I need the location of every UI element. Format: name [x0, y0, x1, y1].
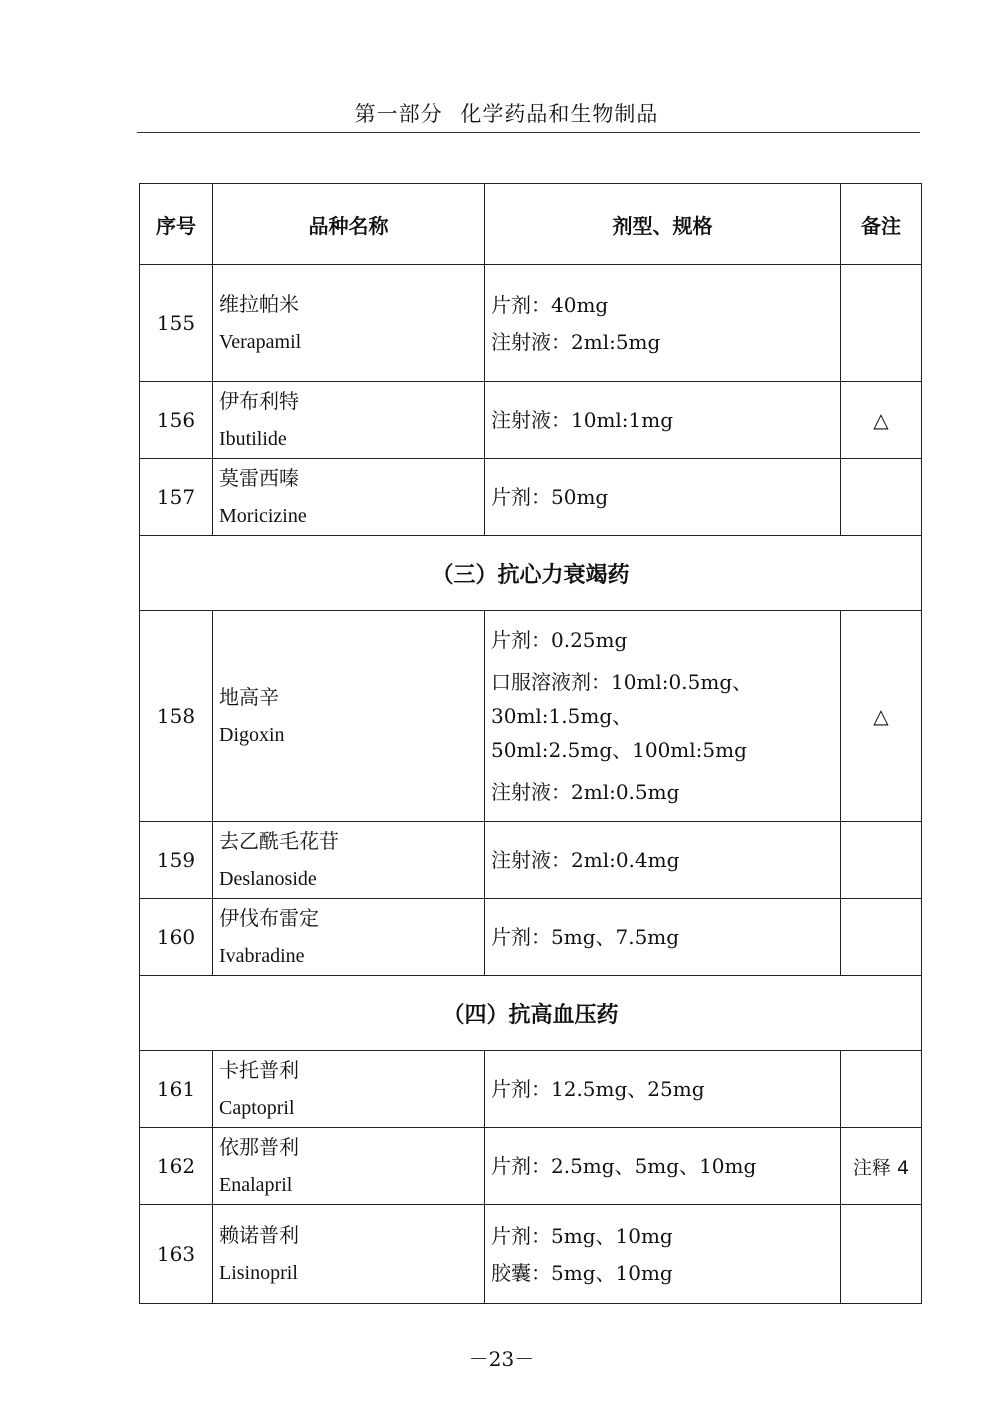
note-cell: △ — [841, 382, 922, 459]
table-row — [140, 265, 922, 382]
drug-name-en: Captopril — [219, 1097, 295, 1119]
section-heading: （四）抗高血压药 — [140, 976, 922, 1051]
spec-line: 片剂：12.5mg、25mg — [491, 1077, 705, 1101]
note-cell — [841, 899, 922, 976]
spec-line: 注射液：2ml:0.5mg — [491, 780, 680, 804]
drug-table — [139, 183, 922, 1304]
seq-cell: 163 — [140, 1205, 213, 1304]
drug-name-cn: 卡托普利 — [219, 1058, 299, 1082]
column-header-form: 剂型、规格 — [485, 184, 841, 265]
name-cell — [213, 1051, 485, 1128]
table-row — [140, 899, 922, 976]
section-row — [140, 976, 922, 1051]
column-header-name: 品种名称 — [213, 184, 485, 265]
name-cell — [213, 1128, 485, 1205]
drug-name-en: Lisinopril — [219, 1262, 298, 1284]
note-cell — [841, 265, 922, 382]
note-cell — [841, 822, 922, 899]
spec-line: 口服溶液剂：10ml:0.5mg、30ml:1.5mg、50ml:2.5mg、100ml:5mg — [491, 670, 753, 762]
spec-line: 片剂：2.5mg、5mg、10mg — [491, 1154, 757, 1178]
spec-line: 片剂：0.25mg — [491, 628, 628, 652]
seq-cell: 162 — [140, 1128, 213, 1205]
seq-cell: 157 — [140, 459, 213, 536]
table-row — [140, 1051, 922, 1128]
drug-name-cn: 赖诺普利 — [219, 1223, 299, 1247]
name-cell — [213, 611, 485, 822]
spec-line: 片剂：40mg — [491, 292, 609, 317]
seq-cell: 160 — [140, 899, 213, 976]
note-cell: 注释 4 — [841, 1128, 922, 1205]
drug-name-cn: 去乙酰毛花苷 — [219, 829, 339, 853]
seq-cell: 155 — [140, 265, 213, 382]
note-cell — [841, 1051, 922, 1128]
section-row — [140, 536, 922, 611]
form-cell — [485, 1051, 841, 1128]
header-rule — [137, 132, 920, 133]
form-cell — [485, 459, 841, 536]
name-cell — [213, 899, 485, 976]
table-row — [140, 1205, 922, 1304]
form-cell — [485, 611, 841, 822]
drug-name-en: Enalapril — [219, 1174, 293, 1196]
note-cell — [841, 459, 922, 536]
table-row — [140, 459, 922, 536]
drug-name-cn: 地高辛 — [219, 685, 279, 709]
form-cell — [485, 822, 841, 899]
name-cell — [213, 822, 485, 899]
section-heading: （三）抗心力衰竭药 — [140, 536, 922, 611]
drug-name-cn: 维拉帕米 — [219, 292, 299, 316]
spec-line: 片剂：50mg — [491, 485, 609, 509]
form-cell — [485, 265, 841, 382]
drug-name-en: Ibutilide — [219, 428, 287, 450]
name-cell — [213, 265, 485, 382]
spec-line: 胶囊：5mg、10mg — [491, 1260, 673, 1285]
name-cell — [213, 459, 485, 536]
drug-name-en: Ivabradine — [219, 945, 305, 967]
form-cell — [485, 1205, 841, 1304]
seq-cell: 161 — [140, 1051, 213, 1128]
header-title: 化学药品和生物制品 — [460, 102, 659, 126]
form-cell — [485, 382, 841, 459]
drug-name-en: Moricizine — [219, 505, 307, 527]
seq-cell: 156 — [140, 382, 213, 459]
column-header-seq: 序号 — [140, 184, 213, 265]
spec-line: 注射液：10ml:1mg — [491, 408, 674, 432]
drug-name-en: Digoxin — [219, 724, 285, 746]
spec-line: 片剂：5mg、10mg — [491, 1223, 673, 1248]
form-cell — [485, 1128, 841, 1205]
spec-line: 注射液：2ml:0.4mg — [491, 848, 680, 872]
spec-line: 片剂：5mg、7.5mg — [491, 925, 680, 949]
drug-name-cn: 依那普利 — [219, 1135, 299, 1159]
name-cell — [213, 1205, 485, 1304]
table-row — [140, 611, 922, 822]
table-row — [140, 382, 922, 459]
column-header-note: 备注 — [841, 184, 922, 265]
seq-cell: 159 — [140, 822, 213, 899]
drug-name-cn: 伊布利特 — [219, 389, 299, 413]
spec-line: 注射液：2ml:5mg — [491, 329, 661, 354]
seq-cell: 158 — [140, 611, 213, 822]
note-cell: △ — [841, 611, 922, 822]
note-cell — [841, 1205, 922, 1304]
table-row — [140, 822, 922, 899]
table-row — [140, 1128, 922, 1205]
drug-name-cn: 伊伐布雷定 — [219, 906, 319, 930]
form-cell — [485, 899, 841, 976]
running-header — [0, 98, 1003, 128]
page-number: －23－ — [468, 1347, 535, 1371]
header-part: 第一部分 — [354, 102, 443, 126]
drug-name-cn: 莫雷西嗪 — [219, 466, 299, 490]
drug-name-en: Deslanoside — [219, 868, 317, 890]
drug-name-en: Verapamil — [219, 331, 302, 353]
table-header-row — [140, 184, 922, 265]
name-cell — [213, 382, 485, 459]
